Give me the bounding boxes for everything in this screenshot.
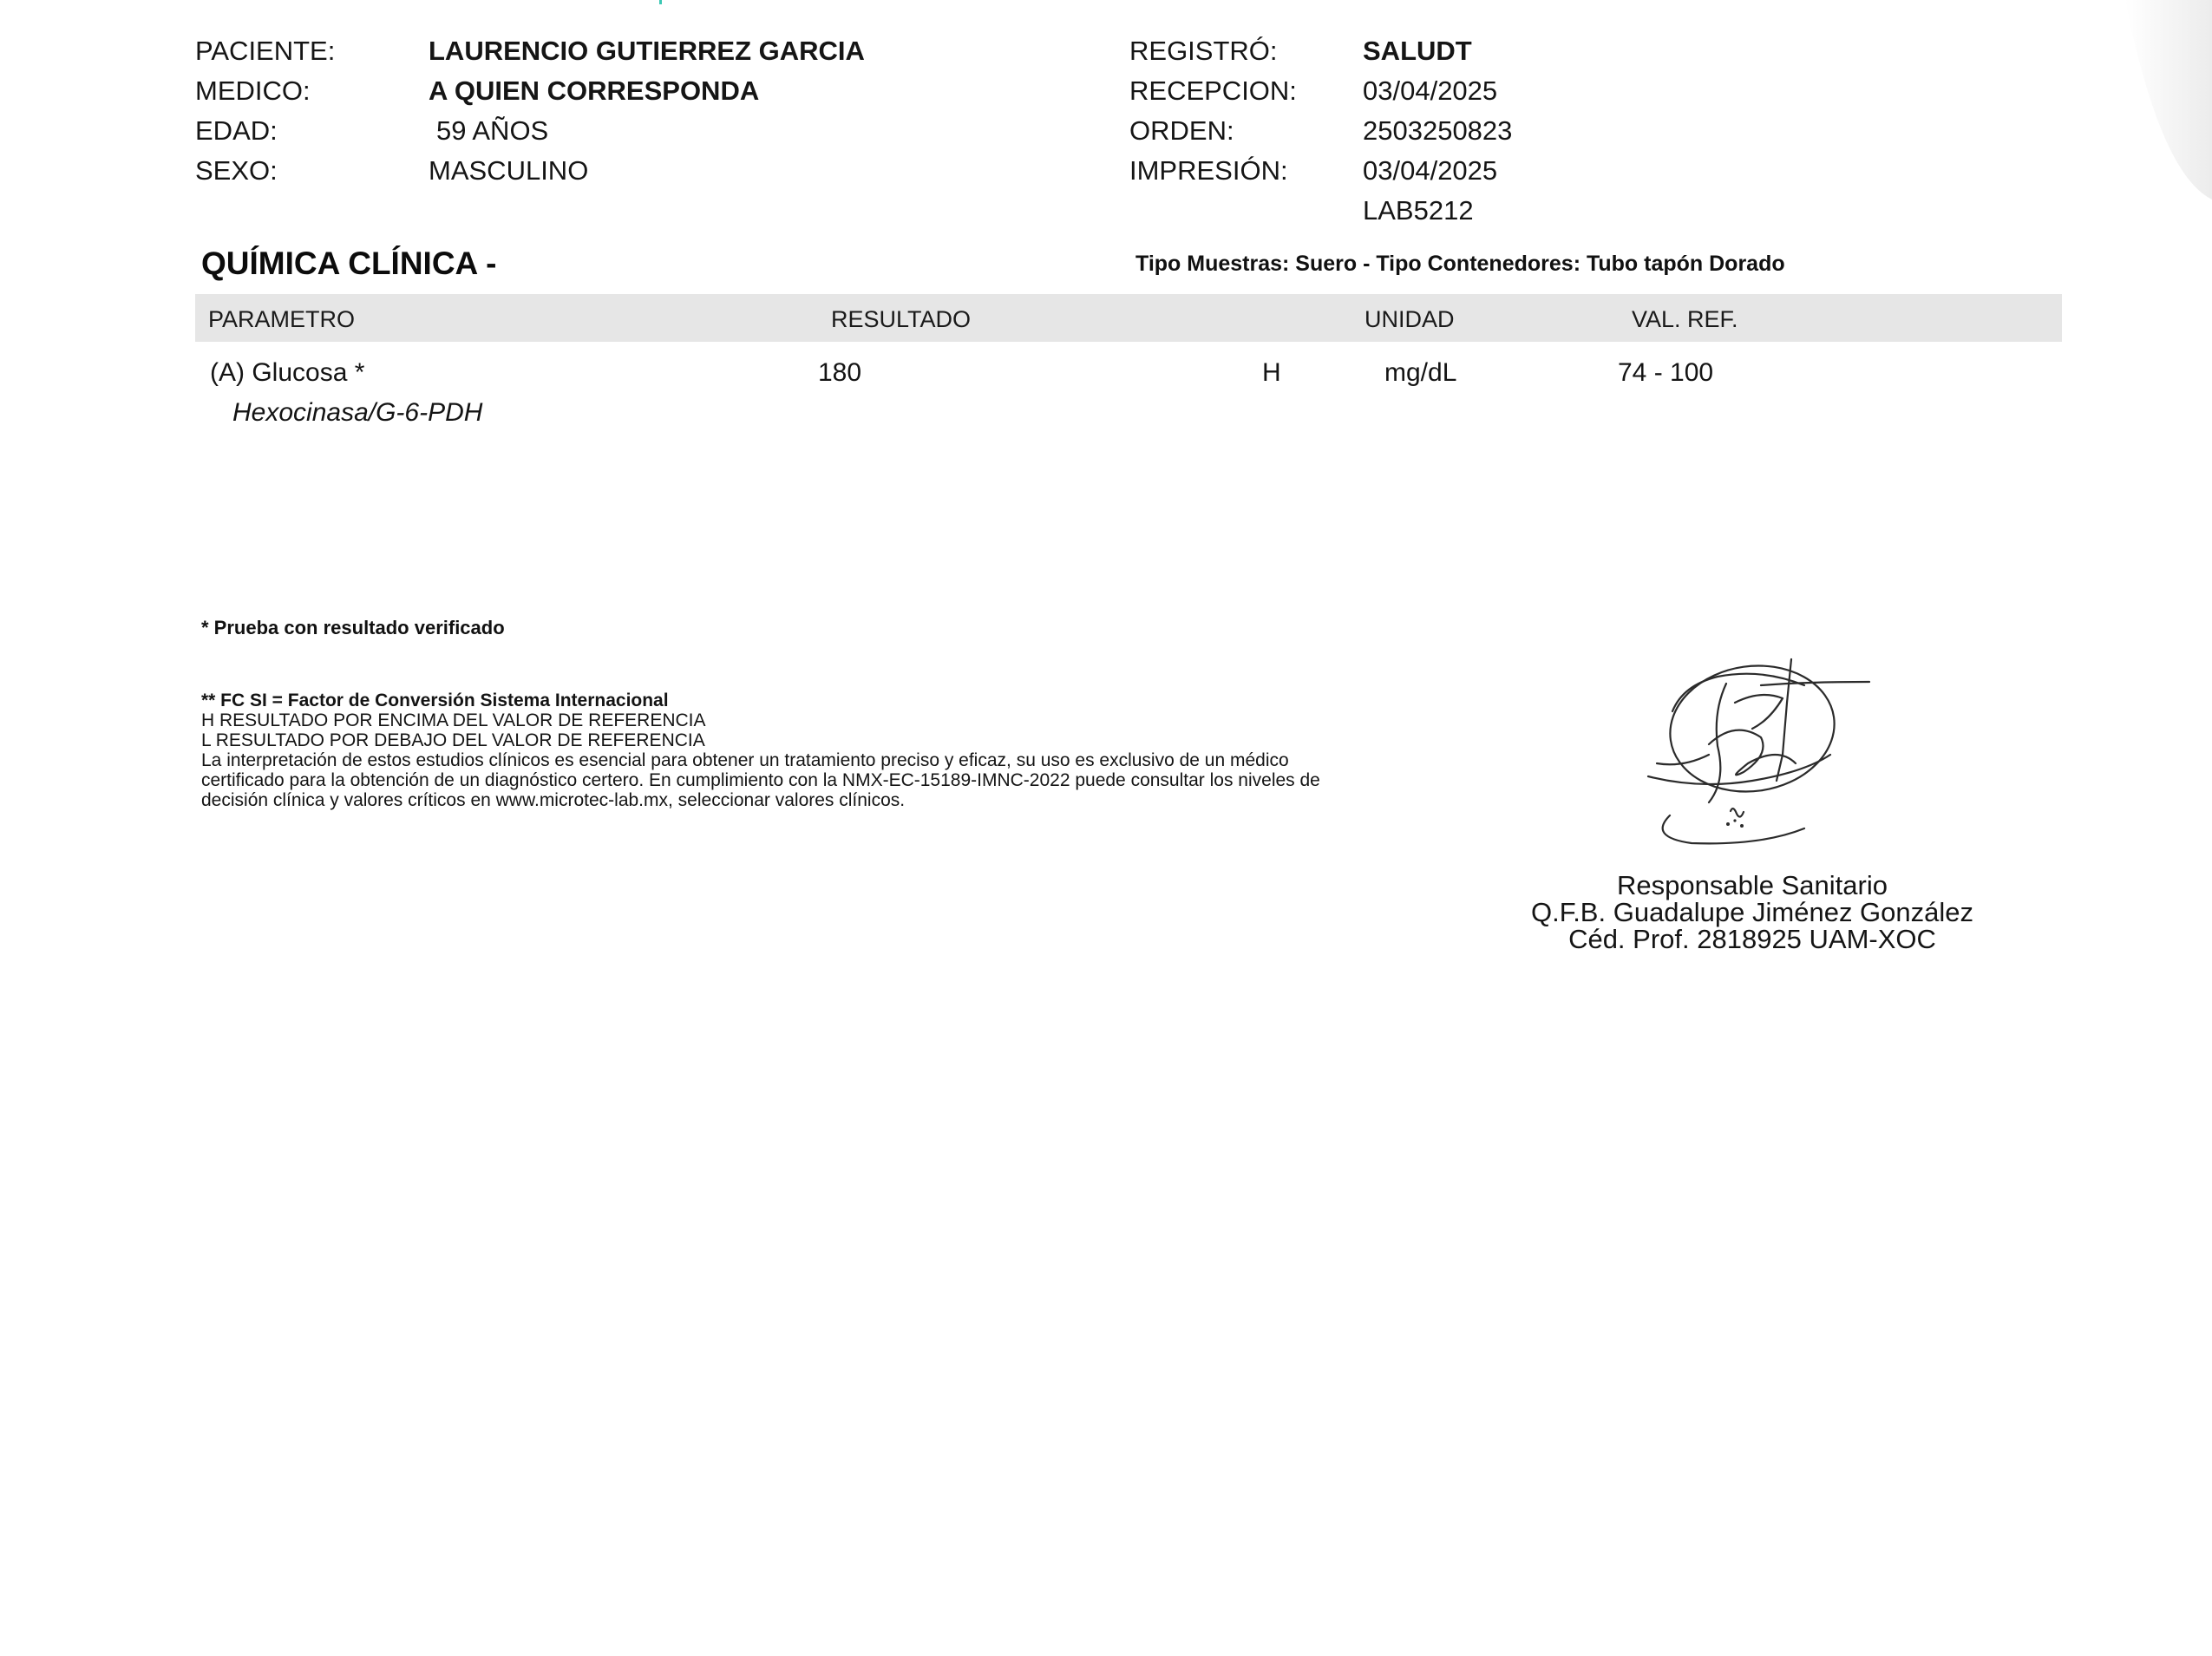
- row-flag: H: [1262, 358, 1281, 387]
- paciente-value: LAURENCIO GUTIERREZ GARCIA: [429, 36, 865, 66]
- recepcion-value: 03/04/2025: [1363, 75, 1498, 106]
- lab-code: LAB5212: [1363, 195, 1474, 226]
- registro-value: SALUDT: [1363, 36, 1472, 66]
- recepcion-label: RECEPCION:: [1129, 75, 1297, 106]
- header-resultado: RESULTADO: [831, 306, 972, 332]
- edad-label: EDAD:: [195, 115, 278, 146]
- row-resultado: 180: [818, 358, 862, 387]
- signature-license: Céd. Prof. 2818925 UAM-XOC: [1568, 924, 1936, 954]
- sample-info: Tipo Muestras: Suero - Tipo Contenedores: Tubo tapón Dorado: [1135, 252, 1785, 276]
- paciente-label: PACIENTE:: [195, 36, 336, 66]
- table-header: [195, 294, 2062, 342]
- header-unidad: UNIDAD: [1365, 306, 1455, 332]
- registro-label: REGISTRÓ:: [1129, 36, 1278, 66]
- disclaimer-line-3: decisión clínica y valores críticos en www.microtec-lab.mx, seleccionar valores clínicos.: [201, 790, 906, 810]
- header-val-ref: VAL. REF.: [1632, 306, 1738, 332]
- fc-si-note: ** FC SI = Factor de Conversión Sistema Internacional: [201, 691, 669, 710]
- corner-shading: [2108, 0, 2212, 200]
- row-val-ref: 74 - 100: [1618, 358, 1714, 387]
- row-unidad: mg/dL: [1384, 358, 1457, 387]
- header-parametro: PARAMETRO: [208, 306, 356, 332]
- orden-label: ORDEN:: [1129, 115, 1234, 146]
- impresion-value: 03/04/2025: [1363, 155, 1498, 186]
- medico-label: MEDICO:: [195, 75, 311, 106]
- l-note: L RESULTADO POR DEBAJO DEL VALOR DE REFERENCIA: [201, 730, 705, 750]
- signature-role: Responsable Sanitario: [1617, 870, 1888, 900]
- medico-value: A QUIEN CORRESPONDA: [429, 75, 760, 106]
- signature-image: [1631, 651, 1882, 850]
- top-mark: [659, 0, 662, 4]
- h-note: H RESULTADO POR ENCIMA DEL VALOR DE REFERENCIA: [201, 710, 706, 730]
- disclaimer-line-2: certificado para la obtención de un diagnóstico certero. En cumplimiento con la NMX-EC-15189-IMNC-2022 puede consultar los niveles de: [201, 770, 1320, 790]
- row-parametro: (A) Glucosa *: [210, 358, 365, 387]
- verified-note: * Prueba con resultado verificado: [201, 617, 505, 638]
- disclaimer-line-1: La interpretación de estos estudios clínicos es esencial para obtener un tratamiento preciso y eficaz, su uso es exclusivo de un médico: [201, 750, 1289, 770]
- notes-block: [201, 691, 1459, 810]
- row-method: Hexocinasa/G-6-PDH: [232, 398, 483, 427]
- signature-name: Q.F.B. Guadalupe Jiménez González: [1530, 897, 1974, 927]
- section-title: QUÍMICA CLÍNICA -: [201, 245, 497, 281]
- orden-value: 2503250823: [1363, 115, 1513, 146]
- edad-value: 59 AÑOS: [436, 115, 549, 146]
- impresion-label: IMPRESIÓN:: [1129, 155, 1288, 186]
- sexo-label: SEXO:: [195, 155, 278, 186]
- sexo-value: MASCULINO: [429, 155, 589, 186]
